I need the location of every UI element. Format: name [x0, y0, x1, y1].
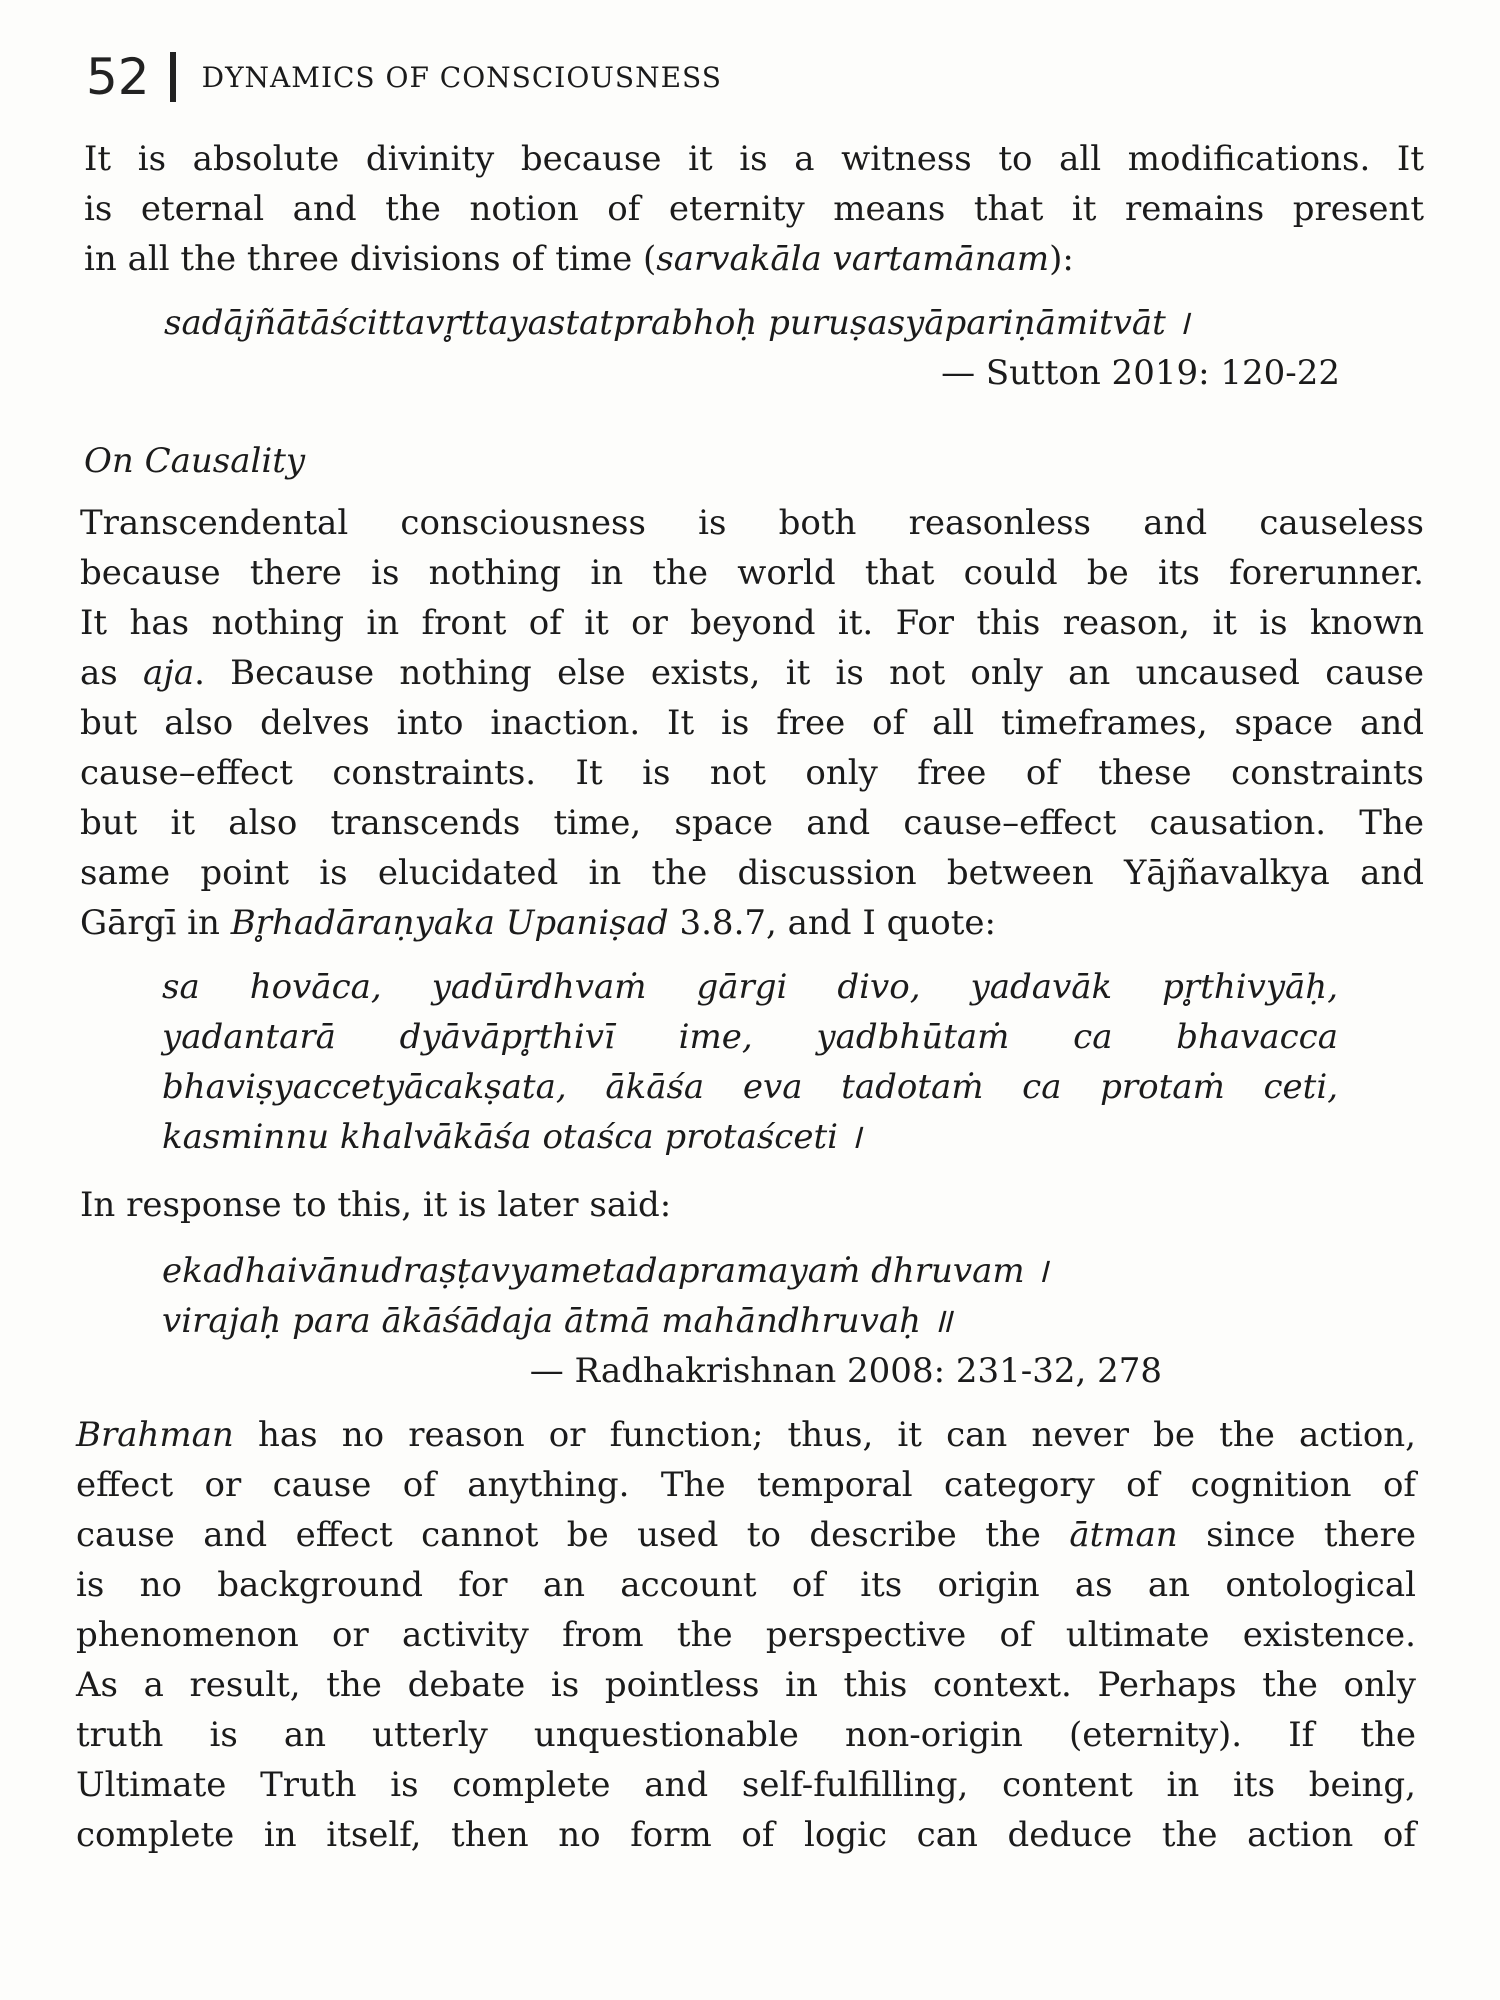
- text-line: is no background for an account of its origin as an ontological: [76, 1565, 1416, 1605]
- paragraph-brahman: [76, 1410, 1416, 1860]
- text-line: Brahman has no reason or function; thus, it can never be the action,: [76, 1415, 1416, 1455]
- running-title: DYNAMICS OF CONSCIOUSNESS: [201, 60, 722, 94]
- text-line: truth is an utterly unquestionable non-origin (eternity). If the: [76, 1715, 1416, 1755]
- text-line: in all the three divisions of time (sarvakāla vartamānam):: [84, 239, 1074, 279]
- quote-sutton: [164, 298, 1340, 398]
- citation: — Sutton 2019: 120-22: [941, 353, 1340, 393]
- page-number: 52: [86, 48, 150, 106]
- text-line: complete in itself, then no form of logic can deduce the action of: [76, 1815, 1416, 1855]
- citation: — Radhakrishnan 2008: 231-32, 278: [529, 1351, 1162, 1391]
- paragraph-causality: [80, 498, 1424, 948]
- text-line: As a result, the debate is pointless in this context. Perhaps the only: [76, 1665, 1416, 1705]
- paragraph-divinity: [84, 134, 1424, 284]
- section-heading: On Causality: [84, 441, 306, 481]
- text-line: but also delves into inaction. It is free of all timeframes, space and: [80, 703, 1424, 743]
- text-line: Gārgī in Br̥hadāraṇyaka Upaniṣad 3.8.7, and I quote:: [80, 903, 996, 943]
- text-line: cause–effect constraints. It is not only free of these constraints: [80, 753, 1424, 793]
- quote-upanishad: [162, 962, 1338, 1162]
- verse-line: yadantarā dyāvāpr̥thivī ime, yadbhūtaṁ ca bhavacca: [162, 1017, 1338, 1057]
- text-line: phenomenon or activity from the perspective of ultimate existence.: [76, 1615, 1416, 1655]
- sanskrit-verse: sadājñātāścittavr̥ttayastatprabhoḥ puruṣasyāpariṇāmitvāt ।: [164, 303, 1190, 343]
- verse-line: ekadhaivānudraṣṭavyametadapramayaṁ dhruvam ।: [162, 1251, 1049, 1291]
- text-line: cause and effect cannot be used to describe the ātman since there: [76, 1515, 1416, 1555]
- verse-line: kasminnu khalvākāśa otaśca protaśceti ।: [162, 1117, 862, 1157]
- text-line: It has nothing in front of it or beyond it. For this reason, it is known: [80, 603, 1424, 643]
- text-line: as aja. Because nothing else exists, it is not only an uncaused cause: [80, 653, 1424, 693]
- text-line: because there is nothing in the world that could be its forerunner.: [80, 553, 1424, 593]
- text-line: Ultimate Truth is complete and self-fulfilling, content in its being,: [76, 1765, 1416, 1805]
- text-line: is eternal and the notion of eternity means that it remains present: [84, 189, 1424, 229]
- text-line: Transcendental consciousness is both reasonless and causeless: [80, 503, 1424, 543]
- running-header: [86, 48, 722, 106]
- paragraph-response: In response to this, it is later said:: [80, 1185, 672, 1225]
- verse-line: bhaviṣyaccetyācakṣata, ākāśa eva tadotaṁ ca protaṁ ceti,: [162, 1067, 1338, 1107]
- header-divider: [170, 52, 176, 102]
- quote-radhakrishnan: [162, 1246, 1162, 1396]
- text-line: same point is elucidated in the discussion between Yājñavalkya and: [80, 853, 1424, 893]
- text-line: but it also transcends time, space and cause–effect causation. The: [80, 803, 1424, 843]
- text-line: It is absolute divinity because it is a witness to all modifications. It: [84, 139, 1424, 179]
- verse-line: virajaḥ para ākāśādaja ātmā mahāndhruvaḥ ॥: [162, 1301, 953, 1341]
- verse-line: sa hovāca, yadūrdhvaṁ gārgi divo, yadavāk pr̥thivyāḥ,: [162, 967, 1338, 1007]
- text-line: effect or cause of anything. The temporal category of cognition of: [76, 1465, 1416, 1505]
